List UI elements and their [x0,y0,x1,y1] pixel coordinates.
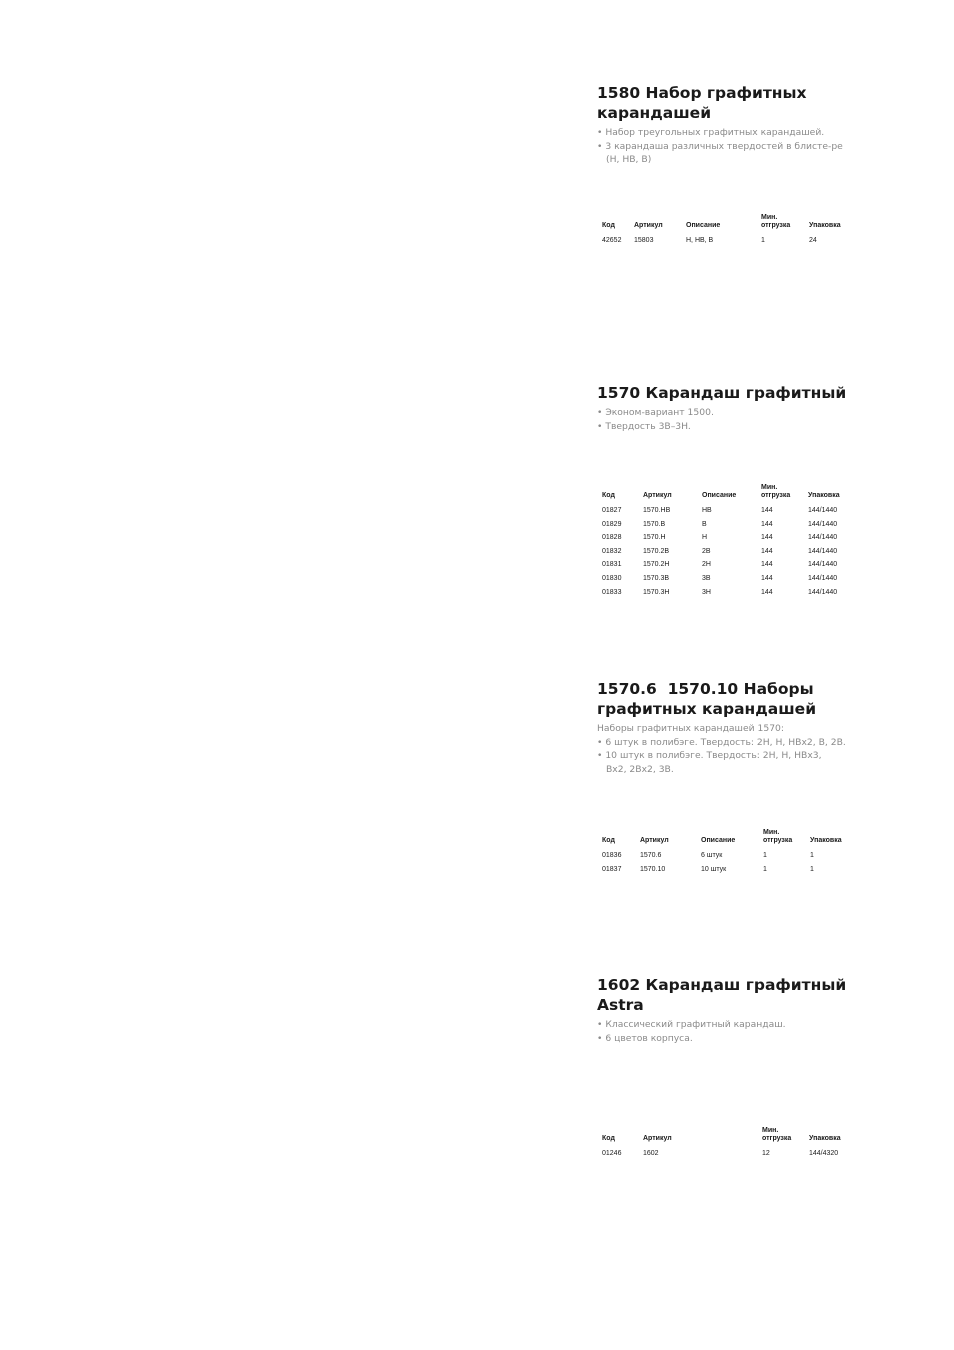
table-row [602,586,848,600]
product-table [602,484,848,599]
product-table [602,214,849,248]
cell: 1 [810,852,814,859]
cell: 1 [763,865,767,873]
product-1570 [597,383,857,433]
cell: 6 штук [701,852,723,859]
cell: 144 [761,561,773,569]
cell: 01832 [602,547,622,555]
table-row [602,234,849,248]
header-description: Описание [701,837,736,844]
product-title [597,383,857,403]
header-article: Артикул [640,837,669,844]
table-row [602,572,848,586]
product-title [597,83,857,123]
cell: 24 [809,237,817,244]
cell: 144 [761,507,773,514]
feature-list [597,722,857,776]
title-line: графитных карандашей [597,700,817,718]
table-header-row [602,829,850,849]
header-code: Код [602,222,615,229]
cell [702,1147,762,1161]
table-row [602,863,850,877]
cell: 144/1440 [808,547,838,555]
cell: 2B [702,547,711,555]
feature-item: • Набор треугольных графитных карандашей. [597,127,825,138]
cell: 1570.6 [640,852,662,859]
cell: 144 [761,588,773,596]
header-min-shipment: Мин. отгрузка [762,1127,792,1142]
cell: 01829 [602,520,622,528]
cell: 1570.3H [643,588,670,596]
header-packaging: Упаковка [809,222,841,229]
table-header-row [602,1127,849,1147]
cell: H [702,534,708,542]
product-table [602,829,850,876]
cell: 1 [761,237,765,244]
product-1580 [597,83,857,167]
header-packaging: Упаковка [808,492,840,499]
cell: 144/4320 [809,1150,839,1157]
header-description: Описание [702,492,737,499]
cell: 144 [761,547,773,555]
cell: 1570.3B [643,574,670,582]
cell: 1570.10 [640,865,666,873]
cell: 1 [810,865,814,873]
cell: 144/1440 [808,534,838,542]
header-min-shipment: Мин. отгрузка [761,214,791,229]
header-code: Код [602,1135,615,1142]
cell: 1602 [643,1150,659,1157]
header-article: Артикул [643,1135,672,1142]
cell: 42652 [602,237,622,244]
cell: 144/1440 [808,507,838,514]
header-code: Код [602,492,615,499]
table-row [602,531,848,545]
cell: 1570.B [643,520,666,528]
feature-item: • Твердость 3B–3H. [597,420,691,432]
feature-item: • Классический графитный карандаш. [597,1019,786,1030]
product-title [597,975,857,1015]
cell: 01831 [602,561,622,569]
cell: H, HB, B [686,237,714,244]
cell: 12 [762,1150,770,1157]
product-1570-sets [597,679,857,776]
header-code: Код [602,837,615,844]
header-description [702,1127,762,1147]
product-table [602,1127,849,1161]
cell: 1570.2H [643,561,670,569]
product-1602 [597,975,857,1045]
title-line: 1570 Карандаш графитный [597,384,847,402]
cell: 144 [761,534,773,542]
table-header-row [602,484,848,504]
feature-item: • 10 штук в полибэге. Твердость: 2H, H, HBx3, Bx2, 2Bx2, 3B. [597,750,822,775]
cell: 1570.2B [643,547,670,555]
header-min-shipment: Мин. отгрузка [763,829,793,844]
cell: 3H [702,588,711,596]
cell: 1 [763,852,767,859]
cell: 144/1440 [808,574,838,582]
cell: 3B [702,574,711,582]
table-row [602,504,848,518]
cell: 144 [761,520,773,528]
cell: 2H [702,561,711,569]
intro-text: Наборы графитных карандашей 1570: [597,723,784,734]
cell: HB [702,507,712,514]
title-line: 1580 Набор графитных [597,84,807,102]
cell: 15803 [634,237,654,244]
feature-item: • 6 цветов корпуса. [597,1032,693,1044]
cell: 01828 [602,534,622,542]
cell: 1570.HB [643,507,671,514]
cell: 01836 [602,852,622,859]
table-row [602,518,848,532]
header-description: Описание [686,222,721,229]
cell: 144/1440 [808,520,838,528]
feature-list [597,406,857,433]
header-packaging: Упаковка [809,1135,841,1142]
title-line: карандашей [597,104,712,122]
table-row [602,558,848,572]
feature-item: • 3 карандаша различных твердостей в блисте-ре (H, HB, B) [597,140,843,165]
table-row [602,545,848,559]
title-line: 1602 Карандаш графитный [597,976,847,994]
cell: 10 штук [701,865,727,873]
cell: 01837 [602,865,622,873]
header-article: Артикул [643,492,672,499]
feature-item: • Эконом-вариант 1500. [597,407,714,418]
cell: 144/1440 [808,588,838,596]
header-article: Артикул [634,222,663,229]
cell: 01830 [602,574,622,582]
cell: 01827 [602,507,622,514]
feature-list [597,126,857,167]
table-row [602,849,850,863]
cell: 01246 [602,1150,622,1157]
cell: B [702,520,707,528]
header-min-shipment: Мин. отгрузка [761,484,791,499]
cell: 144/1440 [808,561,838,569]
cell: 1570.H [643,534,666,542]
product-title [597,679,857,719]
cell: 01833 [602,588,622,596]
header-packaging: Упаковка [810,837,842,844]
table-header-row [602,214,849,234]
cell: 144 [761,574,773,582]
table-row [602,1147,849,1161]
feature-list [597,1018,857,1045]
feature-item: • 6 штук в полибэге. Твердость: 2H, H, HBx2, B, 2B. [597,736,846,748]
title-line: 1570.6 1570.10 Наборы [597,680,814,698]
title-line: Astra [597,996,644,1014]
